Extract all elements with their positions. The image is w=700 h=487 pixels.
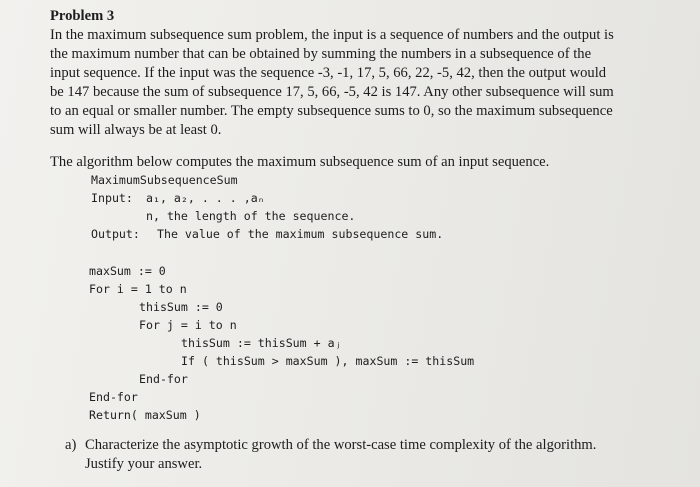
code-line-if-update: If ( thisSum > maxSum ), maxSum := thisSum <box>181 354 475 368</box>
algorithm-name: MaximumSubsequenceSum <box>91 173 238 187</box>
algorithm-input-label: Input: <box>91 191 133 205</box>
algorithm-output-description: The value of the maximum subsequence sum. <box>157 227 444 241</box>
code-line-maxsum-init: maxSum := 0 <box>89 264 166 278</box>
algorithm-input-sequence: a₁, a₂, . . . ,aₙ <box>146 191 265 205</box>
code-line-thissum-init: thisSum := 0 <box>139 300 223 314</box>
intro-line-5: to an equal or smaller number. The empty subsequence sums to 0, so the maximum subsequence <box>50 103 613 119</box>
code-line-outer-endfor: End-for <box>89 390 138 404</box>
algorithm-input-description: n, the length of the sequence. <box>146 209 356 223</box>
intro-line-4: be 147 because the sum of subsequence 17, 5, 66, -5, 42 is 147. Any other subsequence will sum <box>50 84 614 100</box>
problem-title: Problem 3 <box>50 8 115 24</box>
code-line-return: Return( maxSum ) <box>89 408 201 422</box>
intro-line-3: input sequence. If the input was the sequence -3, -1, 17, 5, 66, 22, -5, 42, then the output would <box>50 65 607 81</box>
code-line-accumulate: thisSum := thisSum + aⱼ <box>181 336 342 350</box>
algorithm-output-label: Output: <box>91 227 140 241</box>
code-line-inner-endfor: End-for <box>139 372 188 386</box>
intro-line-1: In the maximum subsequence sum problem, the input is a sequence of numbers and the output is <box>50 27 614 43</box>
intro-line-2: the maximum number that can be obtained by summing the numbers in a subsequence of the <box>50 46 592 62</box>
intro-line-6: sum will always be at least 0. <box>50 122 222 138</box>
question-line-1: Characterize the asymptotic growth of the worst-case time complexity of the algorithm. <box>85 437 597 453</box>
question-line-2: Justify your answer. <box>85 456 203 472</box>
question-label: a) <box>65 437 77 453</box>
algorithm-intro: The algorithm below computes the maximum subsequence sum of an input sequence. <box>50 154 550 170</box>
code-line-inner-for: For j = i to n <box>139 318 237 332</box>
code-line-outer-for: For i = 1 to n <box>89 282 187 296</box>
